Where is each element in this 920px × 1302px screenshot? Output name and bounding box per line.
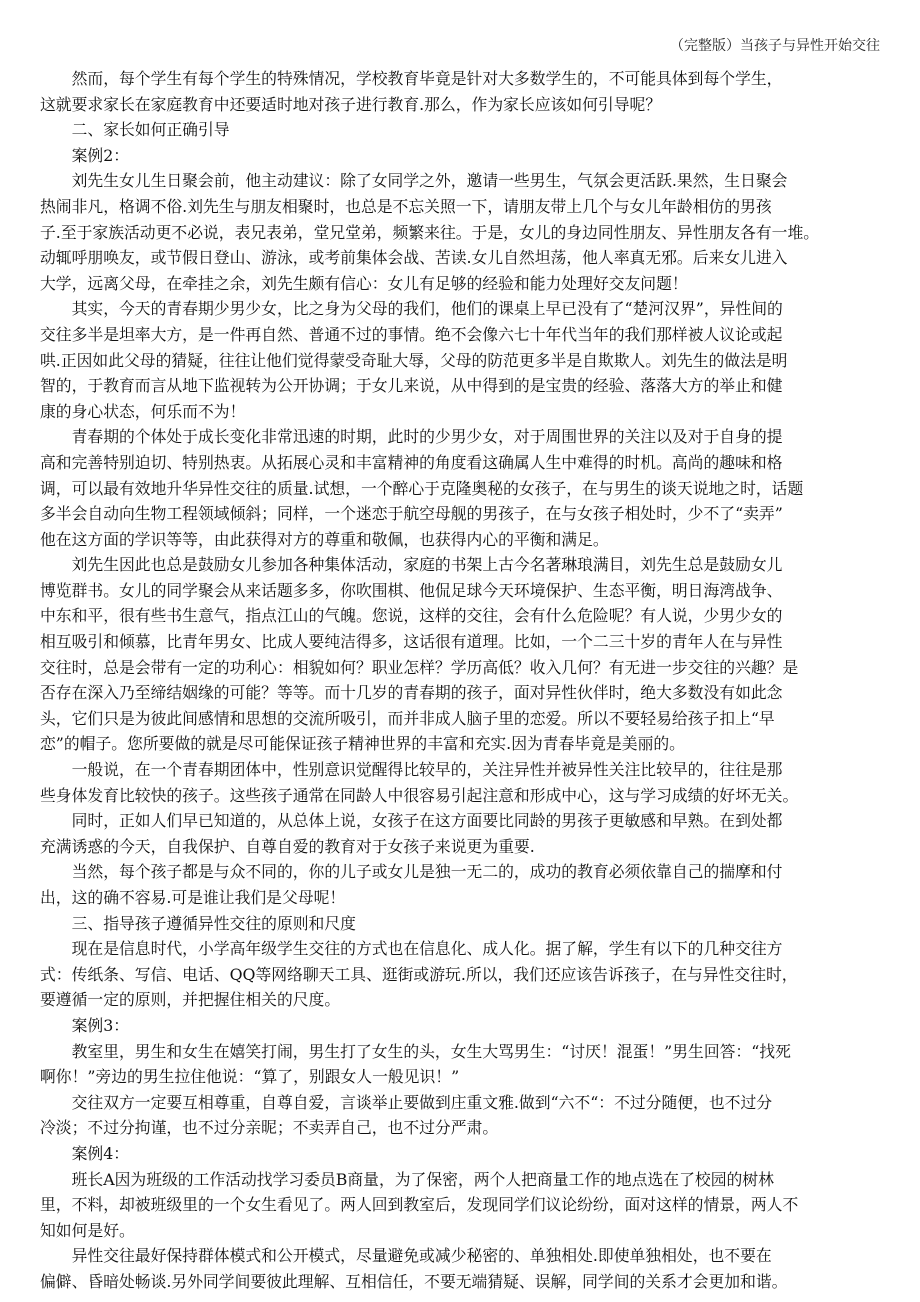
text-line: 青春期的个体处于成长变化非常迅速的时期，此时的少男少女，对于周围世界的关注以及对于自身的提 xyxy=(71,427,783,447)
text-line: 现在是信息时代，小学高年级学生交往的方式也在信息化、成人化。据了解，学生有以下的几种交往方 xyxy=(71,939,783,959)
text-line: 多半会自动向生物工程领域倾斜；同样，一个迷恋于航空母舰的男孩子，在与女孩子相处时，少不了“卖弄” xyxy=(40,504,783,524)
text-line: 然而，每个学生有每个学生的特殊情况，学校教育毕竟是针对大多数学生的，不可能具体到每个学生， xyxy=(71,69,783,88)
text-line: 高和完善特别迫切、特别热衷。从拓展心灵和丰富精神的角度看这确属人生中难得的时机。高尚的趣味和格 xyxy=(40,452,783,472)
text-line: 充满诱惑的今天，自我保护、自尊自爱的教育对于女孩子来说更为重要. xyxy=(40,836,535,856)
text-line: 这就要求家长在家庭教育中还要适时地对孩子进行教育.那么，作为家长应该如何引导呢？ xyxy=(40,94,662,114)
text-line: 三、指导孩子遵循异性交往的原则和尺度 xyxy=(71,913,356,933)
text-line: 冷淡；不过分拘谨，也不过分亲昵；不卖弄自己，也不过分严肃。 xyxy=(40,1118,499,1138)
text-line: 要遵循一定的原则，并把握住相关的尺度。 xyxy=(40,990,341,1010)
text-line: 头，它们只是为彼此间感情和思想的交流所吸引，而并非成人脑子里的恋爱。所以不要轻易给孩子扣上“早 xyxy=(40,708,775,728)
text-line: 案例2： xyxy=(71,145,130,165)
text-line: 中东和平，很有些书生意气，指点江山的气魄。您说，这样的交往，会有什么危险呢？有人说，少男少女的 xyxy=(40,606,783,626)
text-line: 康的身心状态，何乐而不为！ xyxy=(40,401,246,421)
text-line: 子.至于家族活动更不必说，表兄表弟，堂兄堂弟，频繁来往。于是，女儿的身边同性朋友、异性朋友各有一堆。 xyxy=(40,222,820,242)
text-line: 些身体发育比较快的孩子。这些孩子通常在同龄人中很容易引起注意和形成中心，这与学习成绩的好坏无关。 xyxy=(40,785,799,805)
text-line: 其实，今天的青春期少男少女，比之身为父母的我们，他们的课桌上早已没有了“楚河汉界”，异性间的 xyxy=(71,299,783,319)
text-line: 恋”的帽子。您所要做的就是尽可能保证孩子精神世界的丰富和充实.因为青春毕竟是美丽的。 xyxy=(40,734,685,754)
text-line: 交往时，总是会带有一定的功利心：相貌如何？职业怎样？学历高低？收入几何？有无进一步交往的兴趣？是 xyxy=(40,657,799,677)
text-line: 热闹非凡，格调不俗.刘先生与朋友相聚时，也总是不忘关照一下，请朋友带上几个与女儿年龄相仿的男孩 xyxy=(40,196,772,216)
text-line: 大学，远离父母，在牵挂之余，刘先生颇有信心：女儿有足够的经验和能力处理好交友问题！ xyxy=(40,273,688,293)
text-line: 出，这的确不容易.可是谁让我们是父母呢！ xyxy=(40,888,346,907)
document-body xyxy=(40,66,880,1295)
text-line: 案例3： xyxy=(71,1015,130,1035)
text-line: 博览群书。女儿的同学聚会从来话题多多，你吹围棋、他侃足球今天环境保护、生态平衡，明日海湾战争、 xyxy=(40,580,783,600)
text-line: 相互吸引和倾慕，比青年男女、比成人要纯洁得多，这话很有道理。比如，一个二三十岁的青年人在与异性 xyxy=(40,632,783,652)
text-line: 式：传纸条、写信、电话、QQ等网络聊天工具、逛街或游玩.所以，我们还应该告诉孩子，在与异性交往时， xyxy=(40,964,798,984)
text-line: 同时，正如人们早已知道的，从总体上说，女孩子在这方面要比同龄的男孩子更敏感和早熟。在到处都 xyxy=(71,811,783,831)
text-line: 否存在深入乃至缔结姻缘的可能？等等。而十几岁的青春期的孩子，面对异性伙伴时，绝大多数没有如此念 xyxy=(40,683,783,703)
text-line: 调，可以最有效地升华异性交往的质量.试想，一个醉心于克隆奥秘的女孩子，在与男生的谈天说地之时，话题 xyxy=(40,478,804,498)
text-line: 偏僻、昏暗处畅谈.另外同学间要彼此理解、互相信任，不要无端猜疑、误解，同学间的关系才会更加和谐。 xyxy=(40,1271,788,1291)
text-line: 他在这方面的学识等等，由此获得对方的尊重和敬佩，也获得内心的平衡和满足。 xyxy=(40,529,609,549)
text-line: 哄.正因如此父母的猜疑，往往让他们觉得蒙受奇耻大辱，父母的防范更多半是自欺欺人。刘先生的做法是明 xyxy=(40,350,788,370)
text-line: 里，不料，却被班级里的一个女生看见了。两人回到教室后，发现同学们议论纷纷，面对这样的情景，两人不 xyxy=(40,1195,799,1215)
text-line: 刘先生因此也总是鼓励女儿参加各种集体活动，家庭的书架上古今名著琳琅满目，刘先生总是鼓励女儿 xyxy=(71,555,783,575)
text-line: 当然，每个孩子都是与众不同的，你的儿子或女儿是独一无二的，成功的教育必须依靠自己的揣摩和付 xyxy=(71,862,783,882)
text-line: 二、家长如何正确引导 xyxy=(71,120,230,140)
text-line: 交往多半是坦率大方，是一件再自然、普通不过的事情。绝不会像六七十年代当年的我们那样被人议论或起 xyxy=(40,324,783,344)
text-line: 案例4： xyxy=(71,1143,130,1163)
text-line: 交往双方一定要互相尊重，自尊自爱，言谈举止要做到庄重文雅.做到“六不“：不过分随便，也不过分 xyxy=(71,1092,773,1112)
text-line: 智的，于教育而言从地下监视转为公开协调；于女儿来说，从中得到的是宝贵的经验、落落大方的举止和健 xyxy=(40,376,783,396)
text-line: 动辄呼朋唤友，或节假日登山、游泳，或考前集体会战、苦读.女儿自然坦荡，他人率真无邪。后来女儿进入 xyxy=(40,248,788,268)
text-line: 教室里，男生和女生在嬉笑打闹，男生打了女生的头，女生大骂男生：“讨厌！混蛋！”男生回答：“找死 xyxy=(71,1041,791,1061)
running-header: （完整版）当孩子与异性开始交往 xyxy=(670,38,880,54)
text-line: 知如何是好。 xyxy=(40,1220,135,1240)
text-line: 一般说，在一个青春期团体中，性别意识觉醒得比较早的，关注异性并被异性关注比较早的，往往是那 xyxy=(71,760,783,780)
text-line: 刘先生女儿生日聚会前，他主动建议：除了女同学之外，邀请一些男生，气氛会更活跃.果然，生日聚会 xyxy=(71,171,788,191)
text-line: 异性交往最好保持群体模式和公开模式，尽量避免或减少秘密的、单独相处.即使单独相处，也不要在 xyxy=(71,1246,772,1266)
text-line: 班长A因为班级的工作活动找学习委员B商量，为了保密，两个人把商量工作的地点选在了校园的树林 xyxy=(71,1169,774,1189)
text-line: 啊你！”旁边的男生拉住他说：“算了，别跟女人一般见识！” xyxy=(40,1067,460,1087)
